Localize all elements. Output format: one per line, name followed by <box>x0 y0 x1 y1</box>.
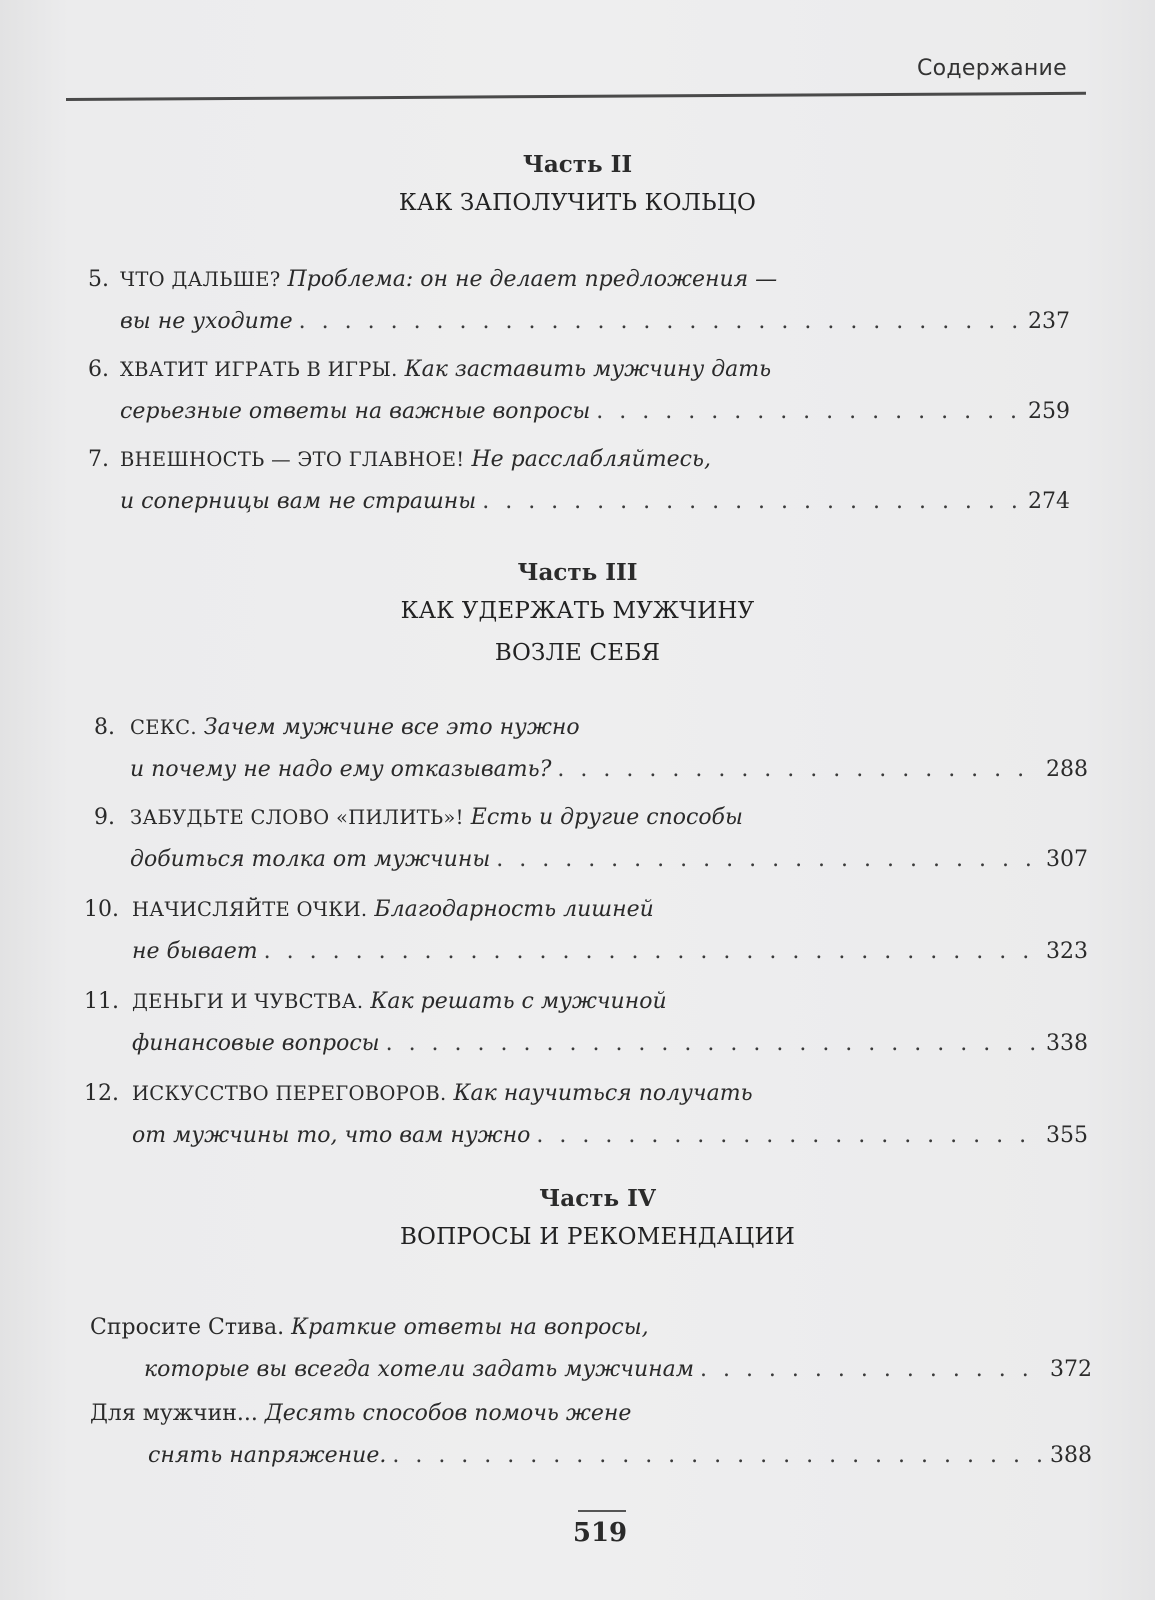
chapter-title: СЕКС. <box>130 716 197 739</box>
chapter-title: НАЧИСЛЯЙТЕ ОЧКИ. <box>132 898 368 921</box>
chapter-number: 6. <box>88 357 109 382</box>
chapter-number: 8. <box>94 715 115 740</box>
page-number: 338 <box>1046 1031 1088 1056</box>
chapter-number: 11. <box>84 989 119 1014</box>
chapter-title: ДЕНЬГИ И ЧУВСТВА. <box>132 990 364 1013</box>
part-title: КАК УДЕРЖАТЬ МУЖЧИНУ <box>400 598 755 624</box>
chapter-title: ЧТО ДАЛЬШЕ? <box>120 268 281 291</box>
chapter-subtitle-cont: и почему не надо ему отказывать? <box>130 757 552 782</box>
chapter-subtitle-cont: от мужчины то, что вам нужно <box>132 1123 531 1148</box>
chapter-subtitle: Как научиться получать <box>453 1081 753 1106</box>
chapter-subtitle-cont: серьезные ответы на важные вопросы <box>120 399 591 424</box>
chapter-title: ИСКУССТВО ПЕРЕГОВОРОВ. <box>132 1082 447 1105</box>
leader-dots <box>264 930 1040 974</box>
chapter-subtitle: Есть и другие способы <box>470 805 743 830</box>
part-title: КАК ЗАПОЛУЧИТЬ КОЛЬЦО <box>398 190 757 216</box>
leader-dots <box>700 1348 1044 1392</box>
chapter-title: ХВАТИТ ИГРАТЬ В ИГРЫ. <box>120 358 398 381</box>
folio-rule <box>578 1510 626 1512</box>
page-number: 323 <box>1046 939 1088 964</box>
chapter-subtitle: Проблема: он не делает предложения — <box>287 267 778 292</box>
page-number: 288 <box>1046 757 1088 782</box>
part-number: Часть IV <box>539 1185 656 1212</box>
leader-dots <box>299 300 1022 344</box>
chapter-subtitle: Зачем мужчине все это нужно <box>203 715 580 740</box>
section-subtitle: Десять способов помочь жене <box>264 1401 632 1426</box>
page-number: 388 <box>1050 1443 1092 1468</box>
page-number: 274 <box>1028 489 1070 514</box>
leader-dots <box>496 838 1040 882</box>
part-heading-4 <box>20 1182 1155 1258</box>
part-heading-3 <box>0 556 1155 674</box>
part-heading-2 <box>0 148 1155 224</box>
leader-dots <box>596 390 1022 434</box>
page-folio: 519 <box>572 1518 628 1548</box>
part-title: ВОПРОСЫ И РЕКОМЕНДАЦИИ <box>399 1224 796 1250</box>
leader-dots <box>557 748 1040 792</box>
chapter-number: 5. <box>88 267 109 292</box>
chapter-title: ЗАБУДЬТЕ СЛОВО «ПИЛИТЬ»! <box>130 806 464 829</box>
chapter-title: ВНЕШНОСТЬ — ЭТО ГЛАВНОЕ! <box>120 448 465 471</box>
chapter-subtitle-cont: вы не уходите <box>120 309 293 334</box>
chapter-subtitle: Как решать с мужчиной <box>370 989 667 1014</box>
part-number: Часть II <box>522 151 633 178</box>
chapter-subtitle: Как заставить мужчину дать <box>404 357 772 382</box>
page-number: 372 <box>1050 1357 1092 1382</box>
chapter-number: 12. <box>84 1081 119 1106</box>
section-title: Спросите Стива. <box>90 1315 285 1340</box>
part-number: Часть III <box>517 559 638 586</box>
chapter-subtitle-cont: и соперницы вам не страшны <box>120 489 477 514</box>
chapter-subtitle-cont: не бывает <box>132 939 258 964</box>
chapter-subtitle-cont: добиться толка от мужчины <box>130 847 491 872</box>
header-rule <box>66 92 1086 101</box>
chapter-subtitle-cont: финансовые вопросы <box>132 1031 380 1056</box>
page-number: 355 <box>1046 1123 1088 1148</box>
page-number: 307 <box>1046 847 1088 872</box>
leader-dots <box>536 1114 1040 1158</box>
chapter-subtitle: Благодарность лишней <box>374 897 654 922</box>
page-number: 237 <box>1028 309 1070 334</box>
chapter-number: 10. <box>84 897 119 922</box>
section-subtitle-cont: снять напряжение. <box>148 1443 387 1468</box>
leader-dots <box>392 1434 1044 1478</box>
chapter-number: 9. <box>94 805 115 830</box>
section-title: Для мужчин... <box>90 1401 258 1426</box>
chapter-number: 7. <box>88 447 109 472</box>
section-subtitle: Краткие ответы на вопросы, <box>291 1315 649 1340</box>
running-head: Содержание <box>916 56 1067 81</box>
part-title-cont: ВОЗЛЕ СЕБЯ <box>494 640 661 666</box>
leader-dots <box>386 1022 1040 1066</box>
section-subtitle-cont: которые вы всегда хотели задать мужчинам <box>144 1357 694 1382</box>
chapter-subtitle: Не расслабляйтесь, <box>471 447 711 472</box>
leader-dots <box>482 480 1022 524</box>
page-number: 259 <box>1028 399 1070 424</box>
